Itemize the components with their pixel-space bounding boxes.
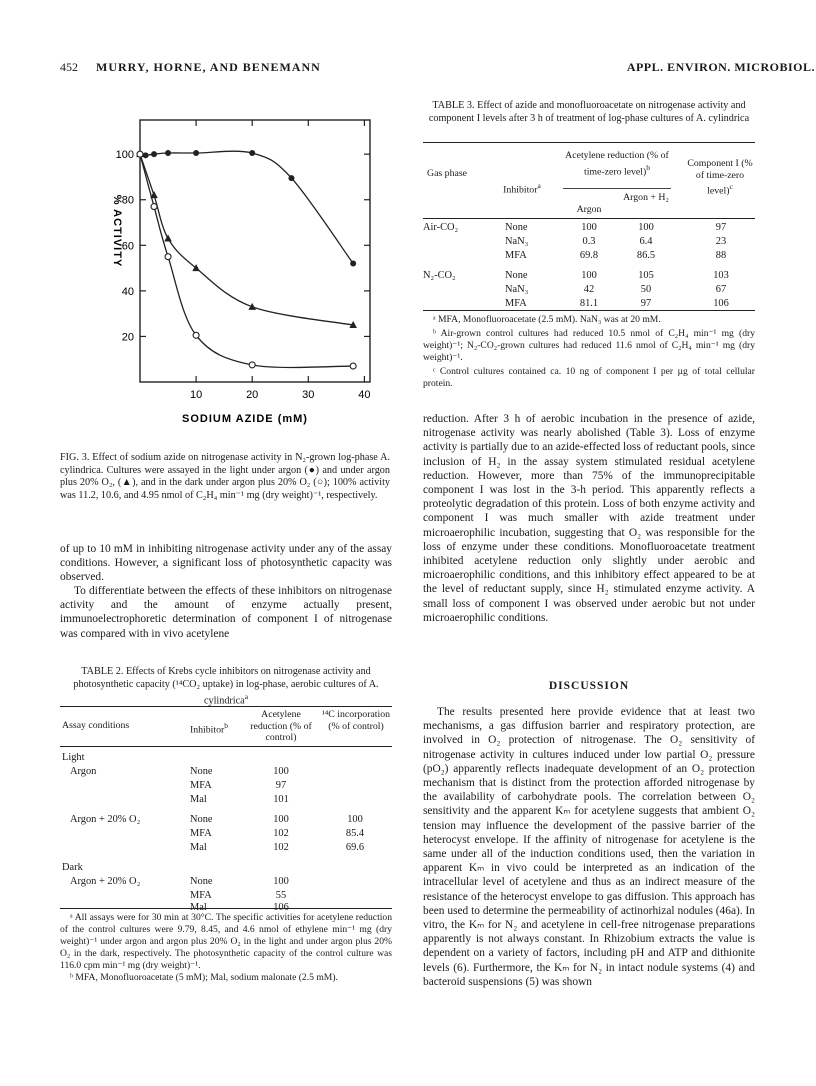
table-2 (60, 666, 392, 1026)
t3-cell-arh: 100 (638, 222, 654, 233)
series-light-argon-point (193, 150, 199, 156)
series-light-o2-line (140, 154, 353, 325)
x-tick-label: 40 (358, 389, 371, 401)
t2-header-acetylene: Acetylene reduction (% of control) (250, 709, 312, 743)
t3-cell-gas: Air-CO₂ (423, 222, 459, 233)
t3-cell-ar: 69.8 (579, 250, 599, 261)
t2-cell-inh: Mal (190, 842, 207, 853)
t3-footnote-b: ᵇ Air-grown control cultures had reduced 10.5 nmol of C₂H₄ min⁻¹ mg (dry weight)⁻¹; N₂-CO₂-grown cultures had reduced 11.6 nmol of C₂H₄ min⁻¹ mg (dry weight)⁻¹. (423, 328, 755, 363)
table-2-title-text: TABLE 2. Effects of Krebs cycle inhibitors on nitrogenase activity and photosynthetic capacity (¹⁴CO₂ uptake) in log-phase, aerobic cultures of A. cylindrica (73, 666, 379, 707)
t2-header-inhibitor-sup: b (224, 721, 229, 730)
series-light-argon-point (288, 175, 294, 181)
t3-cell-ar: 42 (583, 284, 595, 295)
table-2-bottom-rule (60, 908, 392, 909)
right-paragraph-1: reduction. After 3 h of aerobic incubation in the presence of azide, nitrogenase activity was nearly abolished (Table 3). Loss of enzyme activity is partially due to an azide-effected loss of reductant pools, since inclusion of H₂ in the assay system stimulated residual acetylene reduction. However, more than 75% of the immunoprecipitable component I was lost in the 3-h period. This apparently reflects a proteolytic degradation of this protein. Loss of both enzyme activity and component I was much smaller with azide treatment under microaerophilic incubation, suggesting that O₂ was responsible for the loss of enzyme under these conditions. Monofluoroacetate treatment inhibited acetylene reduction only slightly under aerobic and microaerophilic conditions, and this inhibitory effect appeared to be at the level of reductant supply, since H₂ stimulated enzyme activity. A small loss of component I was observed under aerobic but not under microaerophilic conditions. (423, 413, 755, 624)
t3-cell-inh: None (505, 270, 528, 281)
t2-cell-inh: None (190, 814, 213, 825)
t3-cell-ar: 81.1 (579, 298, 599, 309)
t2-cell-inh: MFA (190, 780, 212, 791)
t3-footnote-a: ᵃ MFA, Monofluoroacetate (2.5 mM). NaN₃ was at 20 mM. (433, 314, 661, 325)
t2-cell-acet: 97 (275, 780, 287, 791)
table-2-title-sup: a (244, 692, 249, 701)
t3-cell-ar: 100 (581, 270, 597, 281)
t3-header-inhibitor-text: Inhibitor (503, 184, 538, 196)
series-dark-o2-line (140, 154, 353, 367)
series-light-argon-point (350, 261, 356, 267)
page-number: 452 (60, 60, 78, 74)
series-dark-o2-point (350, 363, 356, 369)
table-3-title: TABLE 3. Effect of azide and monofluoroacetate on nitrogenase activity and component I levels after 3 h of treatment of log-phase cultures of A. cylindrica (428, 100, 750, 124)
t2-cell-inh: Mal (190, 794, 207, 805)
series-light-o2-point (164, 234, 172, 241)
t3-header-acetylene-text: Acetylene reduction (% of time-zero level) (565, 150, 669, 177)
t2-cell-acet: 100 (273, 876, 289, 887)
t2-cell-c14: 85.4 (345, 828, 365, 839)
t3-footnote-c: ᶜ Control cultures contained ca. 10 ng of component I per µg of total cellular protein. (423, 366, 755, 389)
t2-header-inhibitor-text: Inhibitor (189, 724, 225, 736)
discussion-paragraph: The results presented here provide evidence that at least two mechanisms, a gas diffusion barrier and respiratory protection, are involved in O₂ protection of nitrogenase. The O₂ sensitivity of nitrogenase activity in cultures induced under low partial O₂ pressure (pO₂) apparently reflects inadequate development of an O₂ protection mechanism that is distinct from the protection afforded nitrogenase by the availability of carbohydrate pools. The correlation between O₂ sensitivity and the apparent Kₘ for acetylene suggests that ambient O₂ tension may influence the development of the passive barrier of the heterocyst envelope. If the affinity of nitrogenase for acetylene is the same under all of the induction conditions used, then the variation in apparent Kₘ in vivo could be interpreted as an indication of the intracellular level of acetylene and thus as an indirect measure of the resistance of the heterocyst envelope to gas diffusion. This approach has been used to determine the permeability of actinorhizal nodules (46a). In vitro, the Kₘ for N₂ and acetylene in cell-free nitrogenase preparations apparently is not always constant. In Rhizobium extracts the value is dependent on a variety of factors, including pH and ATP and dithionite levels (6). Furthermore, the Kₘ for N₂ in intact nodule systems (4) and bacteroid suspensions (5) was shown (423, 706, 755, 988)
table-2-title (60, 666, 392, 708)
t2-cell-acet: 101 (273, 794, 289, 805)
t3-cell-arh: 97 (640, 298, 652, 309)
x-tick-label: 30 (302, 389, 315, 401)
series-light-argon-point (151, 151, 157, 157)
t3-cell-inh: None (505, 222, 528, 233)
series-light-argon-point (165, 150, 171, 156)
t2-cell-inh: None (190, 876, 213, 887)
t2-cell-acet: 100 (273, 814, 289, 825)
t2-cell-inh: None (190, 766, 213, 777)
azide-activity-chart (110, 100, 380, 440)
figure-caption: FIG. 3. Effect of sodium azide on nitrogenase activity in N₂-grown log-phase A. cylindrica. Cultures were assayed in the light under argon (●) and under argon plus 20% O₂, (▲), and in the dark under argon plus 20% O₂ (○); 100% activity was 11.2, 10.6, and 4.95 nmol of C₂H₄ min⁻¹ mg (dry weight)⁻¹, respectively. (60, 452, 390, 501)
table-3 (423, 100, 755, 390)
t2-cell-acet: 106 (273, 902, 289, 913)
t2-cell-acet: 102 (273, 842, 289, 853)
t3-header-subrule (563, 188, 671, 189)
t3-header-inhibitor (491, 180, 553, 196)
t3-cell-inh: NaN₃ (505, 284, 529, 295)
y-tick-label: 20 (121, 331, 134, 344)
series-light-argon-point (143, 152, 149, 158)
discussion-heading: DISCUSSION (548, 680, 630, 692)
t2-header-assay: Assay conditions (62, 720, 130, 731)
series-dark-o2-point (151, 204, 157, 210)
t2-group-dark: Dark (62, 862, 83, 873)
t3-header-gas: Gas phase (427, 168, 467, 179)
t3-cell-comp: 103 (713, 270, 729, 281)
t3-cell-arh: 105 (638, 270, 654, 281)
series-light-argon-line (140, 151, 353, 263)
y-tick-label: 60 (121, 240, 134, 253)
t3-cell-ar: 0.3 (582, 236, 596, 247)
running-header (60, 60, 815, 80)
table-2-header-rule (60, 746, 392, 747)
t2-group-light: Light (62, 752, 85, 763)
left-paragraph-1: of up to 10 mM in inhibiting nitrogenase activity under any of the assay conditions. However, a significant loss of photosynthetic capacity was observed. (60, 543, 392, 584)
table-2-top-rule (60, 706, 392, 707)
t3-cell-arh: 6.4 (639, 236, 653, 247)
series-dark-o2-point (193, 332, 199, 338)
t3-cell-arh: 86.5 (636, 250, 656, 261)
chart-frame (140, 120, 370, 382)
t3-cell-comp: 97 (715, 222, 727, 233)
t3-header-acetylene-group (565, 150, 669, 177)
t2-cell-cond: Argon (70, 766, 97, 777)
t3-cell-comp: 106 (713, 298, 729, 309)
table-3-top-rule (423, 142, 755, 143)
t3-header-component (685, 158, 755, 197)
y-tick-label: 80 (121, 194, 134, 207)
series-dark-o2-point (249, 362, 255, 368)
t3-cell-gas: N₂-CO₂ (423, 270, 456, 281)
t2-cell-inh: MFA (190, 890, 212, 901)
t3-cell-ar: 100 (581, 222, 597, 233)
t3-header-argon-h2: Argon + H₂ (623, 192, 669, 203)
t3-cell-comp: 23 (715, 236, 727, 247)
running-authors: MURRY, HORNE, AND BENEMANN (96, 60, 321, 74)
t3-cell-arh: 50 (640, 284, 652, 295)
t3-cell-comp: 88 (715, 250, 727, 261)
series-dark-o2-point (165, 254, 171, 260)
t2-footnote-b: ᵇ MFA, Monofluoroacetate (5 mM); Mal, sodium malonate (2.5 mM). (70, 972, 338, 983)
y-tick-label: 100 (115, 149, 134, 162)
t2-cell-c14: 69.6 (345, 842, 365, 853)
x-tick-label: 20 (246, 389, 259, 401)
t2-cell-acet: 55 (275, 890, 287, 901)
t2-cell-acet: 100 (273, 766, 289, 777)
t2-cell-acet: 102 (273, 828, 289, 839)
x-axis-label: SODIUM AZIDE (mM) (182, 413, 308, 425)
t2-cell-inh: Mal (190, 902, 207, 913)
t3-header-argon: Argon (576, 204, 602, 215)
t3-header-inhibitor-sup: a (537, 181, 541, 190)
left-paragraph-2: To differentiate between the effects of these inhibitors on nitrogenase activity and the amount of enzyme actually present, immunoelectrophoretic determination of component I of nitrogenase was compared with in vivo acetylene (60, 585, 392, 640)
x-tick-label: 10 (189, 389, 203, 401)
figure-3 (110, 100, 380, 440)
t3-cell-inh: MFA (505, 250, 527, 261)
t2-cell-inh: MFA (190, 828, 212, 839)
t3-header-component-sup: c (729, 182, 733, 191)
t3-cell-inh: NaN₃ (505, 236, 529, 247)
t3-header-component-text: Component I (% of time-zero level) (687, 158, 753, 197)
t2-header-inhibitor (178, 720, 240, 736)
t3-header-acetylene-sup: b (646, 162, 651, 172)
running-journal: APPL. ENVIRON. MICROBIOL. (626, 60, 815, 74)
table-3-bottom-rule (423, 310, 755, 311)
t3-cell-comp: 67 (715, 284, 727, 295)
t2-header-c14: ¹⁴C incorporation (% of control) (321, 709, 391, 732)
t2-footnote-a: ᵃ All assays were for 30 min at 30°C. The specific activities for acetylene reduction of the control cultures were 9.79, 8.45, and 4.6 nmol of ethylene min⁻¹ mg (dry weight)⁻¹ under argon and argon plus 20% O₂ in the light and under argon plus 20% O₂ in the dark, respectively. The photosynthetic capacity of the control culture was 116.0 cpm min⁻¹ mg (dry weight)⁻¹. (60, 912, 392, 971)
table-3-header-rule (423, 218, 755, 219)
t2-cell-cond: Argon + 20% O₂ (70, 876, 141, 887)
y-axis-label: % ACTIVITY (111, 194, 123, 268)
series-light-argon-point (249, 150, 255, 156)
t3-cell-inh: MFA (505, 298, 527, 309)
series-dark-o2-point (137, 151, 143, 157)
t2-cell-cond: Argon + 20% O₂ (70, 814, 141, 825)
t2-cell-c14: 100 (347, 814, 363, 825)
y-tick-label: 40 (121, 285, 134, 298)
